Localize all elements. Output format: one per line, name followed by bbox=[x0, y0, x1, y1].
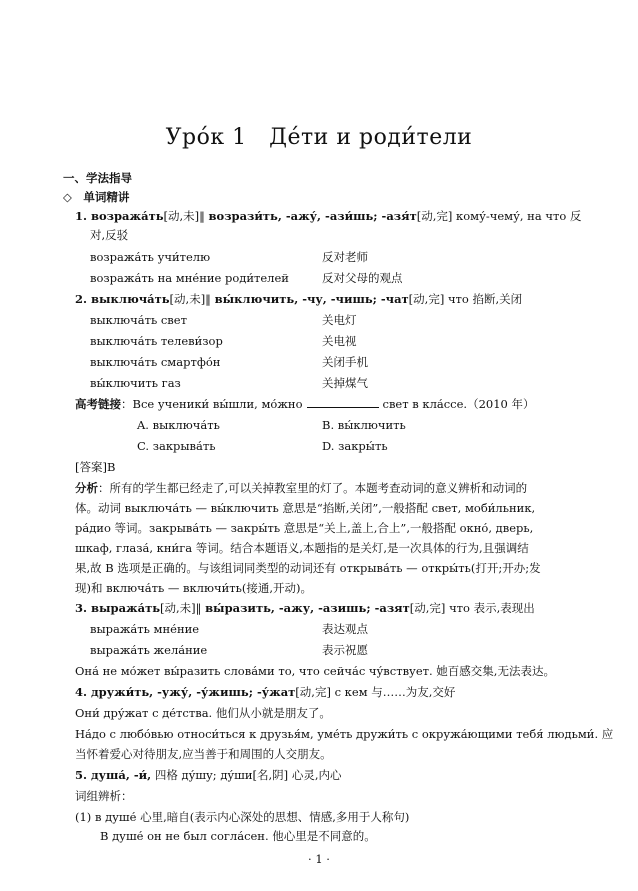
entry-4-sentence: На́до с любо́вью относи́ться к друзья́м, уме́ть дружи́ть с окружа́ющими тебя́ людьми́. 应 bbox=[75, 727, 614, 741]
entry-2-example-ru: выключа́ть смартфо́н bbox=[90, 355, 221, 369]
phrase-item: (1) в душе́ 心里,暗自(表示内心深处的思想、情感,多用于人称句) bbox=[75, 810, 410, 824]
section-heading: 一、学法指导 bbox=[63, 171, 132, 185]
phrase-example: В душе́ он не был согла́сен. 他心里是不同意的。 bbox=[100, 829, 376, 843]
entry-1-example-ru: возража́ть на мне́ние роди́телей bbox=[90, 271, 289, 285]
phrase-comparison-label: 词组辨析： bbox=[75, 789, 133, 803]
analysis-line: 现)和 включа́ть — включи́ть(接通,开动)。 bbox=[75, 581, 313, 595]
entry-1-example-zh: 反对父母的观点 bbox=[322, 271, 403, 285]
analysis-line: шкаф, глаза́, кни́га 等词。结合本题语义,本题指的是关灯,是一次具体的行为,且强调结 bbox=[75, 541, 529, 555]
entry-3-headword: 3. выража́ть[动,未]‖ вы́разить, -ажу, -азишь; -азят[动,完] что 表示,表现出 bbox=[75, 601, 535, 615]
entry-1-example-zh: 反对老师 bbox=[322, 250, 368, 264]
entry-5-headword: 5. душа́, -и́, 四格 ду́шу; ду́ши[名,阴] 心灵,内心 bbox=[75, 768, 342, 782]
entry-3-example-ru: выража́ть мне́ние bbox=[90, 622, 200, 636]
entry-3-sentence: Она́ не мо́жет вы́разить слова́ми то, что сейча́с чу́вствует. 她百感交集,无法表达。 bbox=[75, 664, 555, 678]
option-d: D. закры́ть bbox=[322, 439, 388, 453]
entry-2-headword: 2. выключа́ть[动,未]‖ вы́ключить, -чу, -чишь; -чат[动,完] что 掐断,关闭 bbox=[75, 292, 523, 306]
entry-3-example-ru: выража́ть жела́ние bbox=[90, 643, 208, 657]
entry-2-example-zh: 关掉煤气 bbox=[322, 376, 368, 390]
answer-key: [答案]B bbox=[75, 460, 116, 474]
entry-2-example-zh: 关闭手机 bbox=[322, 355, 368, 369]
entry-1-example-ru: возража́ть учи́телю bbox=[90, 250, 211, 264]
entry-2-example-ru: выключа́ть свет bbox=[90, 313, 187, 327]
option-a: A. выключа́ть bbox=[137, 418, 220, 432]
option-b: B. вы́ключить bbox=[322, 418, 406, 432]
analysis-line: ра́дио 等词。закрыва́ть — закры́ть 意思是“关上,盖上,合上”,一般搭配 окно́, дверь, bbox=[75, 521, 534, 535]
entry-3-example-zh: 表示祝愿 bbox=[322, 643, 368, 657]
entry-2-example-zh: 关电灯 bbox=[322, 313, 357, 327]
option-c: C. закрыва́ть bbox=[137, 439, 216, 453]
entry-1-headword-cont: 对,反驳 bbox=[90, 228, 129, 242]
entry-2-example-ru: выключа́ть телеви́зор bbox=[90, 334, 223, 348]
entry-1-headword: 1. возража́ть[动,未]‖ возрази́ть, -ажу́, -ази́шь; -азя́т[动,完] кому́-чему́, на что 反 bbox=[75, 209, 582, 223]
entry-4-sentence: 当怀着爱心对待朋友,应当善于和周围的人交朋友。 bbox=[75, 747, 332, 761]
entry-3-example-zh: 表达观点 bbox=[322, 622, 368, 636]
entry-2-example-ru: вы́ключить газ bbox=[90, 376, 181, 390]
entry-4-sentence: Они́ дру́жат с де́тства. 他们从小就是朋友了。 bbox=[75, 706, 331, 720]
answer-blank bbox=[307, 397, 379, 408]
analysis-line: 体。动词 выключа́ть — вы́ключить 意思是“掐断,关闭”,一般搭配 свет, моби́льник, bbox=[75, 501, 536, 515]
lesson-title: Уро́к 1 Де́ти и роди́тели bbox=[165, 125, 473, 150]
subsection-heading: ◇ 单词精讲 bbox=[63, 190, 130, 204]
page-number: · 1 · bbox=[308, 852, 330, 866]
entry-4-headword: 4. дружи́ть, -ужу́, -у́жишь; -у́жат[动,完] с кем 与……为友,交好 bbox=[75, 685, 456, 699]
entry-2-example-zh: 关电视 bbox=[322, 334, 357, 348]
analysis-line: 分析：所有的学生都已经走了,可以关掉教室里的灯了。本题考查动词的意义辨析和动词的 bbox=[75, 481, 528, 495]
exam-question: 高考链接：Все ученики́ вы́шли, мо́жно свет в кла́ссе.（2010 年） bbox=[75, 397, 535, 411]
analysis-line: 果,故 B 选项是正确的。与该组词同类型的动词还有 открыва́ть — откры́ть(打开;开办;发 bbox=[75, 561, 541, 575]
